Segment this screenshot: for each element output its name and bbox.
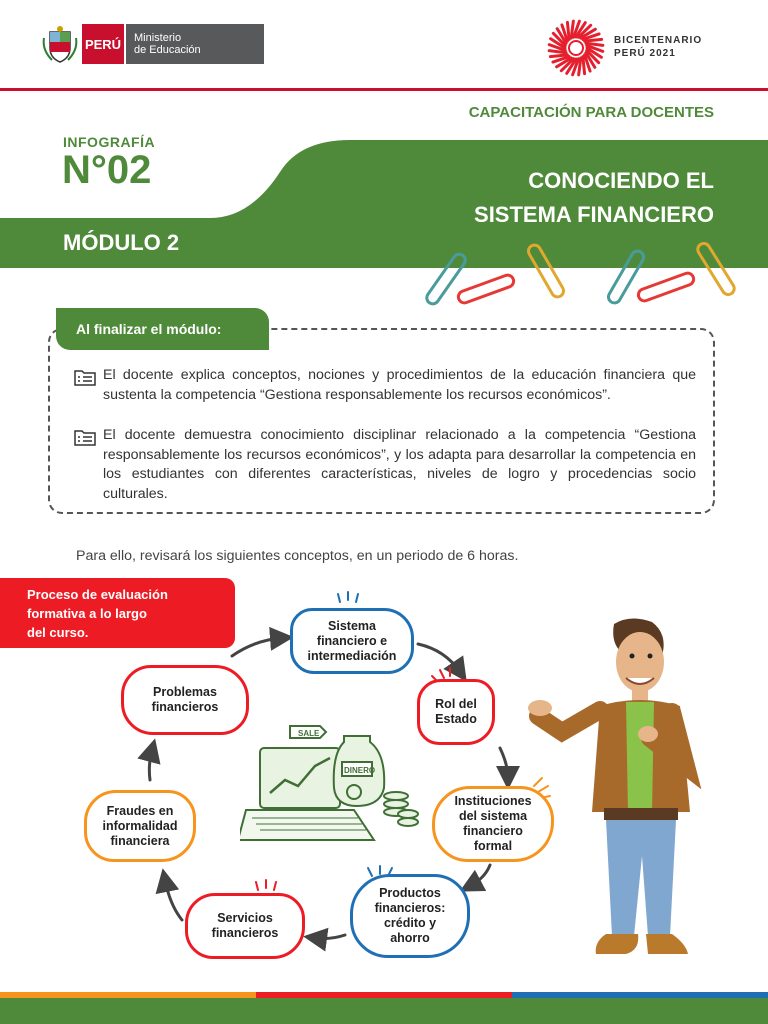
infografia-label: INFOGRAFÍA — [63, 134, 156, 150]
objectives-heading: Al finalizar el módulo: — [56, 308, 269, 350]
node-text: Estado — [435, 712, 477, 726]
objective-item — [74, 366, 696, 405]
sale-tag-text: SALE — [298, 729, 320, 738]
callout-line1: Proceso de evaluación — [27, 587, 168, 602]
cycle-node-fraudes — [84, 790, 196, 862]
sun-ray — [567, 22, 569, 39]
footer-bar — [0, 998, 768, 1024]
node-text: financieros: — [374, 901, 446, 915]
node-text: Problemas — [153, 685, 217, 699]
bicentenario-line1: BICENTENARIO — [614, 35, 703, 46]
bicentenario-logo — [546, 18, 726, 74]
node-text: financiero e — [316, 633, 388, 648]
node-text: financieros — [151, 700, 219, 714]
module-label: MÓDULO 2 — [63, 230, 180, 255]
minedu-logo — [42, 24, 264, 64]
folder-list-icon — [74, 368, 96, 386]
node-text: Sistema — [328, 618, 376, 633]
coin-stack-icon — [384, 792, 418, 826]
coat-of-arms-icon — [42, 24, 78, 64]
bicentenario-line2: PERÚ 2021 — [614, 48, 676, 59]
page-title-line1: CONOCIENDO EL — [528, 168, 714, 193]
sun-ray — [585, 39, 602, 41]
node-text: formal — [473, 839, 513, 853]
bicentenario-sun-icon — [546, 18, 606, 78]
ministry-line2: de Educación — [134, 44, 201, 56]
node-text: Rol del — [435, 697, 477, 711]
ministry-label — [126, 24, 264, 64]
sun-ray — [550, 55, 567, 57]
cycle-node-sistema-financiero — [290, 608, 414, 674]
laptop-icon — [260, 748, 340, 808]
peru-label: PERÚ — [82, 24, 124, 64]
page-title-line2: SISTEMA FINANCIERO — [474, 202, 714, 227]
node-text: financieros — [211, 926, 279, 940]
node-text: intermediación — [307, 648, 397, 663]
cycle-node-productos — [350, 874, 470, 958]
cycle-node-rol-estado — [417, 679, 495, 745]
callout-line3: del curso. — [27, 625, 89, 640]
node-text: Fraudes en — [106, 803, 174, 818]
cycle-node-servicios — [185, 893, 305, 959]
node-text: financiera — [110, 833, 170, 848]
node-text: informalidad — [102, 818, 178, 833]
cycle-node-problemas — [121, 665, 249, 735]
node-text: financiero — [463, 824, 523, 838]
jar-label-text: DINERO — [344, 766, 376, 775]
program-label: CAPACITACIÓN PARA DOCENTES — [468, 104, 714, 121]
node-text: Productos — [379, 886, 441, 900]
objective-text: El docente demuestra conocimiento disciplinar relacionado a la competencia “Gestiona responsablemente los recursos económicos”, y los adapta para desarrollar la competencia en los estudiantes con diferentes características, niveles de logro y procedencias socio culturales. — [103, 427, 696, 502]
folder-list-icon — [74, 428, 96, 446]
header-divider — [0, 88, 768, 91]
node-text: Servicios — [217, 911, 273, 925]
laptop-money-illustration — [240, 718, 422, 852]
objective-text: El docente explica conceptos, nociones y procedimientos de la educación financiera que sustenta la competencia “Gestiona responsablemente los recursos económicos”. — [103, 367, 696, 403]
infografia-number: N°02 — [62, 148, 152, 192]
paperclips-decoration — [420, 240, 750, 310]
bicentenario-text — [614, 34, 702, 60]
node-text: del sistema — [458, 809, 528, 823]
objective-item — [74, 426, 696, 504]
teacher-character-illustration — [522, 616, 722, 966]
intro-text: Para ello, revisará los siguientes conceptos, en un periodo de 6 horas. — [76, 548, 519, 564]
node-text: crédito y — [383, 916, 437, 930]
node-text: ahorro — [390, 931, 430, 945]
callout-line2: formativa a lo largo — [27, 606, 147, 621]
node-text: Instituciones — [454, 794, 532, 808]
sun-ray — [583, 57, 585, 74]
ministry-line1: Ministerio — [134, 32, 182, 44]
